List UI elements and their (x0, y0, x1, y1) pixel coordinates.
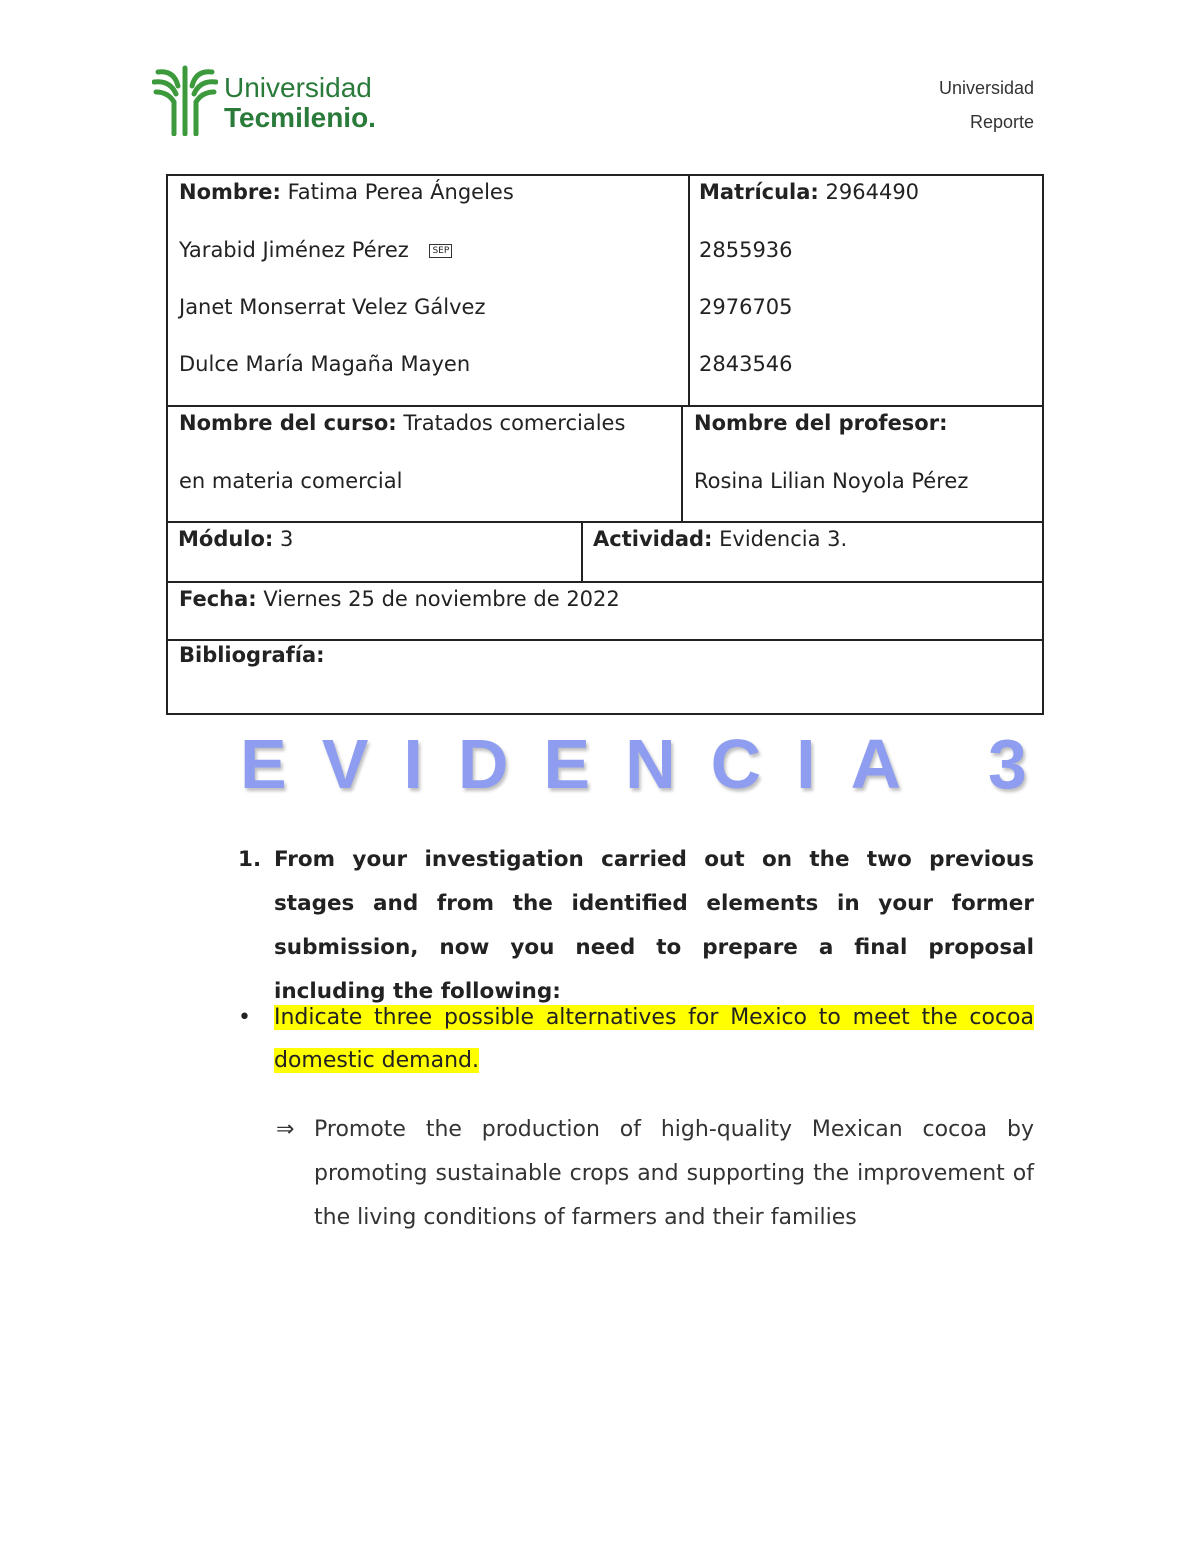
header-report: Reporte (969, 112, 1034, 132)
student-name: Yarabid Jiménez Pérez (179, 238, 409, 262)
curso-value: Tratados comerciales (403, 411, 626, 435)
student-name: Fatima Perea Ángeles (287, 180, 514, 204)
curso-value-cont: en materia comercial (179, 469, 403, 493)
profesor-label: Nombre del profesor: (694, 411, 948, 435)
profesor-cell (683, 407, 1044, 522)
matricula-label: Matrícula: (699, 180, 819, 204)
profesor-value: Rosina Lilian Noyola Pérez (694, 469, 969, 493)
header-university: Universidad (938, 78, 1034, 98)
logo-word-tecmilenio: Tecmilenio. (224, 102, 376, 133)
info-table (166, 174, 1044, 715)
matricula-value: 2843546 (699, 352, 793, 376)
modulo-value: 3 (280, 527, 294, 551)
matricula-cell (690, 176, 1044, 407)
curso-label: Nombre del curso: (179, 411, 397, 435)
bibliografia-label: Bibliografía: (179, 643, 325, 667)
student-name: Janet Monserrat Velez Gálvez (179, 295, 486, 319)
fecha-label: Fecha: (179, 587, 257, 611)
matricula-value: 2976705 (699, 295, 793, 319)
bullet-icon: • (238, 1005, 251, 1030)
sep-glyph: SEP (429, 244, 452, 258)
bibliografia-cell (168, 641, 1044, 713)
actividad-label: Actividad: (593, 527, 713, 551)
nombre-label: Nombre: (179, 180, 281, 204)
bullet-item (238, 996, 1034, 1082)
question-item (238, 838, 1034, 1014)
matricula-value: 2964490 (825, 180, 920, 204)
university-logo (152, 64, 412, 138)
page-title: EVIDENCIA 3 (240, 725, 1062, 803)
fecha-value: Viernes 25 de noviembre de 2022 (263, 587, 620, 611)
curso-cell (168, 407, 681, 522)
answer-item (276, 1108, 1034, 1240)
matricula-value: 2855936 (699, 238, 793, 262)
students-cell (168, 176, 688, 407)
logo-word-universidad: Universidad (224, 72, 372, 103)
fecha-cell (168, 583, 1044, 639)
highlighted-instruction: Indicate three possible alternatives for Mexico to meet the cocoa domestic demand. (274, 1005, 1034, 1073)
answer-text: Promote the production of high-quality Mexican cocoa by promoting sustainable crops and supporting the improvement of the living conditions of farmers and their families (314, 1117, 1034, 1230)
modulo-cell (168, 523, 581, 581)
question-text: From your investigation carried out on the two previous stages and from the identified elements in your former submission, now you need to prepare a final proposal including the following: (274, 847, 1034, 1004)
actividad-value: Evidencia 3. (719, 527, 848, 551)
student-name: Dulce María Magaña Mayen (179, 352, 471, 376)
question-number: 1. (238, 847, 262, 872)
modulo-label: Módulo: (178, 527, 274, 551)
tecmilenio-logo-icon (152, 64, 218, 136)
arrow-right-icon: ⇒ (276, 1117, 295, 1142)
actividad-cell (583, 523, 1044, 581)
